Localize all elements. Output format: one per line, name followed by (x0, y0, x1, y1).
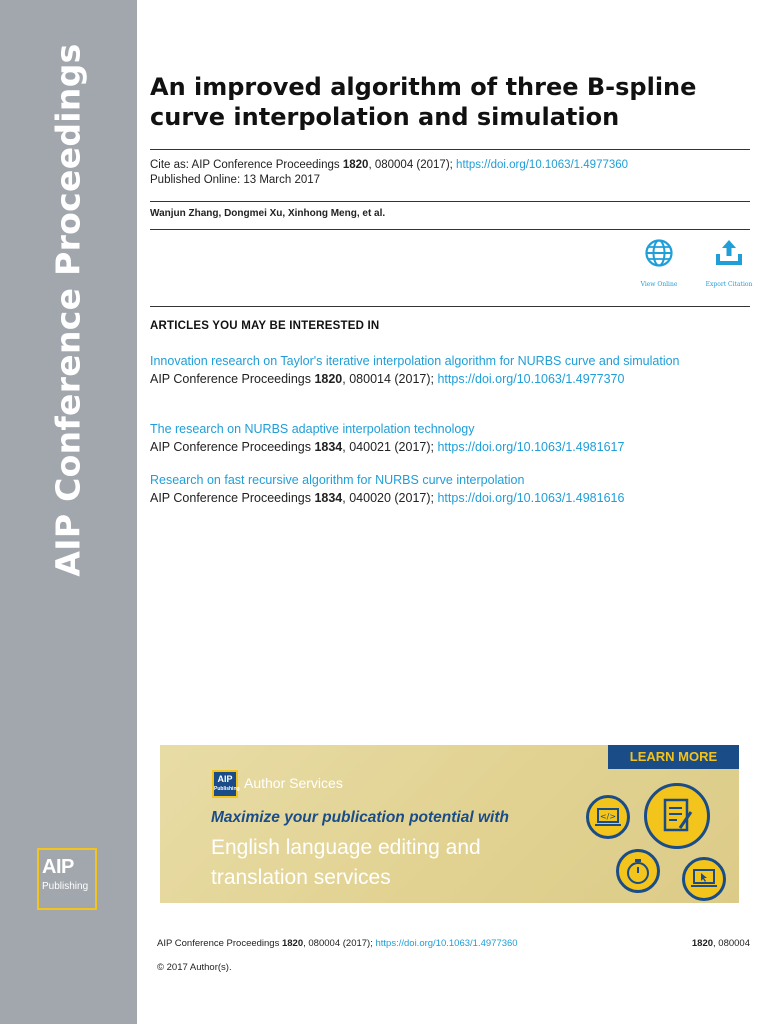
related-articles-heading: ARTICLES YOU MAY BE INTERESTED IN (150, 320, 380, 332)
upload-tray-icon (713, 238, 745, 268)
author-services-label: Author Services (244, 775, 343, 791)
export-citation-label: Export Citation (705, 281, 753, 288)
footer-page-ref: 1820, 080004 (691, 938, 750, 949)
export-citation-button[interactable] (699, 238, 759, 288)
published-date: Published Online: 13 March 2017 (150, 174, 321, 186)
citation-block (150, 158, 628, 188)
banner-tagline: Maximize your publication potential with (211, 809, 509, 826)
logo-sub-text: Publishing (42, 881, 89, 892)
sidebar (0, 0, 137, 1024)
related-article-doi-link[interactable]: https://doi.org/10.1063/1.4977370 (437, 372, 625, 386)
laptop-cursor-icon (682, 857, 726, 901)
logo-main-text: AIP (42, 856, 74, 878)
citation-line: Cite as: AIP Conference Proceedings 1820, 080004 (2017); https://doi.org/10.1063/1.4977360 (150, 159, 629, 171)
related-article: The research on NURBS adaptive interpolation technology AIP Conference Proceedings 1834, 040021 (2017); https://doi.org/10.1063/1.4981617 (150, 420, 740, 456)
divider (150, 306, 750, 307)
related-article-doi-link[interactable]: https://doi.org/10.1063/1.4981616 (437, 491, 625, 505)
related-article-title[interactable]: Research on fast recursive algorithm for NURBS curve interpolation (150, 473, 525, 487)
svg-text:</>: </> (599, 812, 617, 821)
divider (150, 201, 750, 202)
article-title: An improved algorithm of three B-spline curve interpolation and simulation (150, 73, 697, 131)
divider (150, 229, 750, 230)
author-services-banner[interactable] (160, 745, 739, 903)
related-article: Innovation research on Taylor's iterative interpolation algorithm for NURBS curve and simulation AIP Conference Proceedings 1820, 080014 (2017); https://doi.org/10.1063/1.4977370 (150, 352, 740, 388)
banner-headline: English language editing and translation services (211, 836, 481, 889)
related-article-title[interactable]: The research on NURBS adaptive interpolation technology (150, 422, 475, 436)
divider (150, 149, 750, 150)
related-article-title[interactable]: Innovation research on Taylor's iterative interpolation algorithm for NURBS curve and simulation (150, 354, 680, 368)
view-online-button[interactable] (629, 238, 689, 288)
view-online-label: View Online (640, 281, 678, 288)
footer-doi-link[interactable]: https://doi.org/10.1063/1.4977360 (375, 938, 518, 949)
footer-citation: AIP Conference Proceedings 1820, 080004 (2017); https://doi.org/10.1063/1.4977360 (157, 938, 518, 949)
author-list[interactable]: Wanjun Zhang, Dongmei Xu, Xinhong Meng, et al. (150, 208, 386, 219)
aip-publishing-logo[interactable] (37, 848, 97, 910)
code-laptop-icon (586, 795, 630, 839)
journal-name: AIP Conference Proceedings (48, 43, 88, 577)
related-article-doi-link[interactable]: https://doi.org/10.1063/1.4981617 (437, 440, 625, 454)
document-edit-icon (644, 783, 710, 849)
article-doi-link[interactable]: https://doi.org/10.1063/1.4977360 (456, 159, 629, 171)
learn-more-button[interactable]: LEARN MORE (608, 745, 739, 769)
copyright: © 2017 Author(s). (157, 962, 232, 973)
globe-icon (644, 238, 674, 268)
related-article: Research on fast recursive algorithm for NURBS curve interpolation AIP Conference Proceedings 1834, 040020 (2017); https://doi.org/10.1063/1.4981616 (150, 471, 740, 507)
banner-aip-logo: AIP Publishing (212, 770, 238, 798)
stopwatch-icon (616, 849, 660, 893)
